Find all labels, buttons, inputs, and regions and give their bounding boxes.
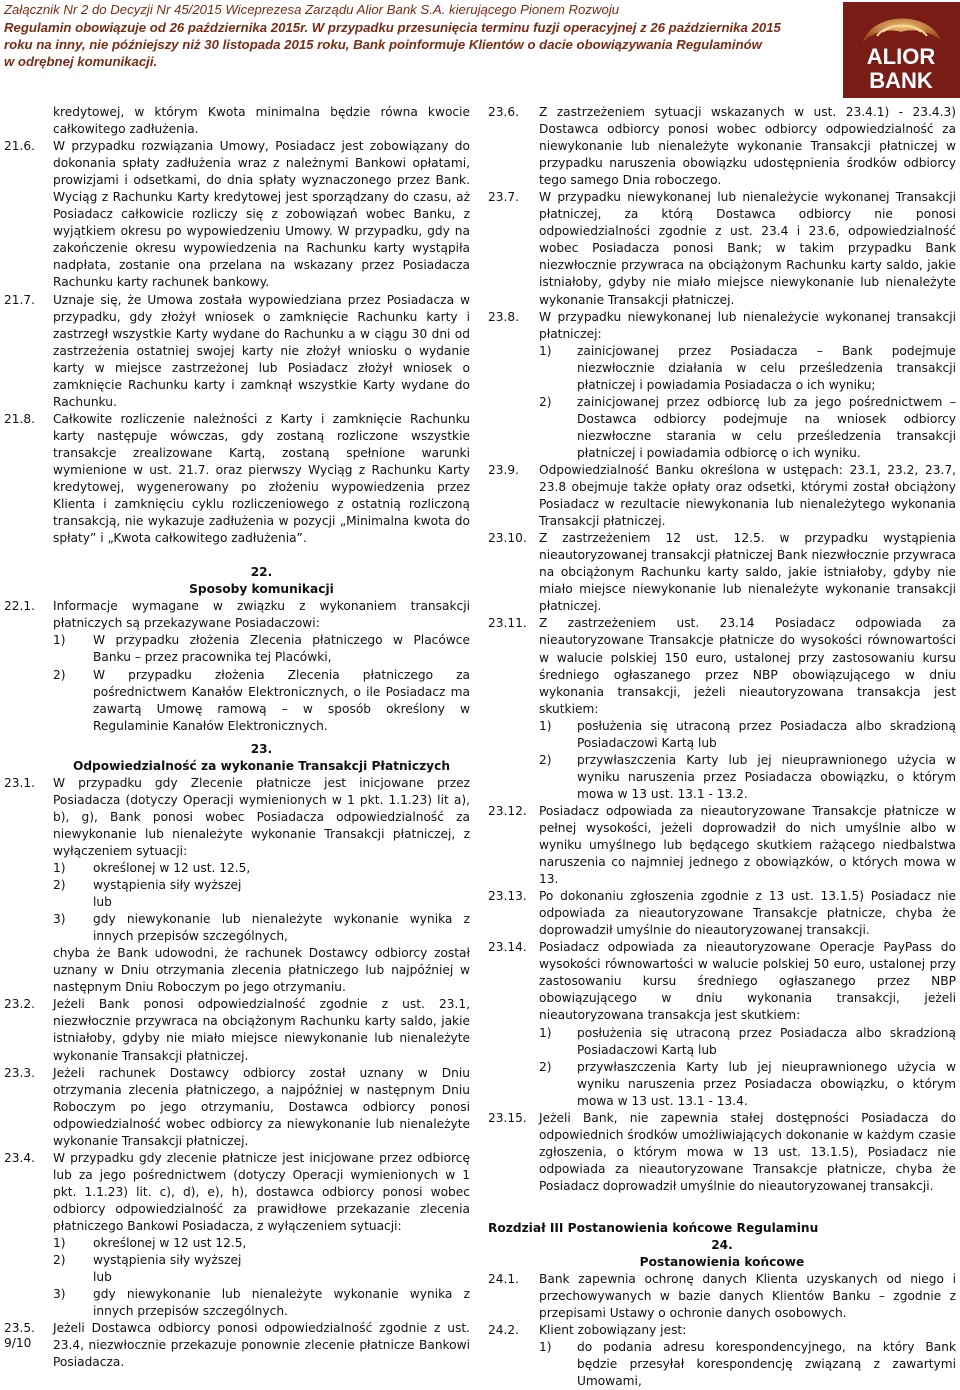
paragraph-number: 23.4. [4,1150,36,1165]
paragraph-23-14: 23.14. Posiadacz odpowiada za nieautoryzowane Operacje PayPass do wysokości równowartości w walucie polskiej 50 euro, ustalonej przy zastosowaniu kursu średniego ogłaszanego przez NBP obowiązującego w dniu wykonania transakcji, jeżeli nieautoryzowana transakcja jest skutkiem: [488,940,956,1023]
paragraph-22-1: 22.1. Informacje wymagane w związku z wykonaniem transakcji płatniczych są przekazywane Posiadaczowi: [4,599,470,631]
paragraph-number: 23.14. [488,940,527,955]
paragraph-21-6: 21.6. W przypadku rozwiązania Umowy, Posiadacz jest zobowiązany do dokonania spłaty zadłużenia wraz z należnymi Bankowi opłatami, prowizjami i odsetkami, do dnia spłaty wyznaczonego przez Bank. Wyciąg z Rachunku Karty kredytowej jest sporządzany do czasu, aż Posiadacz całkowicie rozliczy się z zobowiązań wobec Banku, z wyjątkiem okresu po wypowiedzeniu Umowy. W przypadku, gdy na zakończenie okresu wypowiedzenia na Rachunku karty wystąpiła nadpłata, zostanie ona przelana na wskazany przez Posiadacza Rachunku karty rachunek bankowy. [4,139,470,290]
logo-word-alior: ALIOR [866,44,936,69]
paragraph-number: 21.7. [4,292,36,307]
paragraph-23-15: 23.15. Jeżeli Bank, nie zapewnia stałej dostępności Posiadacza do odpowiednich środków umożliwiających dokonanie w każdym czasie zgłoszenia, o którym mowa w 13 ust. 13.1.5), Posiadacz nie odpowiada za nieautoryzowane Transakcje płatnicze, chyba że Posiadacz doprowadził umyślnie do nieautoryzowanej transakcji. [488,1110,956,1193]
paragraph-number: 23.5. [4,1321,36,1336]
list-item: 2) przywłaszczenia Karty lub jej nieuprawnionego użycia w wyniku naruszenia przez Posiadacza obowiązku, o którym mowa w 13 ust. 13.1 - 13.2. [539,752,956,801]
paragraph-23-10: 23.10. Z zastrzeżeniem 12 ust. 12.5. w przypadku wystąpienia nieautoryzowanej transakcji płatniczej Bank niezwłocznie przywraca na obciążonym Rachunku karty saldo, jakie istniałoby, gdyby nie miało miejsce niewykonanie lub nienależyte wykonanie transakcji płatniczej. [488,531,956,614]
paragraph-number: 24.1. [488,1272,520,1287]
paragraph-23-7: 23.7. W przypadku niewykonanej lub nienależycie wykonanej Transakcji płatniczej, za którą Dostawca odbiorcy nie ponosi odpowiedzialności zgodnie z ust. 23.4 i 23.6, odpowiedzialność wobec Posiadacza ponosi Bank; w takim przypadku Bank niezwłocznie przywraca na obciążonym Rachunku karty saldo, jakie istniałoby, gdyby nie miało miejsce niewykonanie lub nienależyte wykonanie Transakcji płatniczej. [488,190,956,307]
paragraph-number: 23.1. [4,775,36,790]
section-title-22: Sposoby komunikacji [189,582,334,597]
paragraph-number: 22.1. [4,599,36,614]
paragraph-23-12: 23.12. Posiadacz odpowiada za nieautoryzowane Transakcje płatnicze w pełnej wysokości, jeżeli doprowadził do nich umyślnie albo w wyniku umyślnego lub będącego skutkiem rażącego niedbalstwa naruszenia co najmniej jednego z obowiązków, o których mowa w 13. [488,803,956,887]
paragraph-number: 23.12. [488,803,527,818]
paragraph-number: 24.2. [488,1323,520,1338]
list-item: 1) posłużenia się utraconą przez Posiadacza albo skradzioną Posiadaczowi Kartą lub [539,718,956,750]
paragraph-24-1: 24.1. Bank zapewnia ochronę danych Klienta uzyskanych od niego i przechowywanych w bazie danych Klientów Banku – zgodnie z przepisami Ustawy o ochronie danych osobowych. [488,1272,956,1321]
page-header [0,0,960,100]
paragraph-number: 23.2. [4,997,36,1012]
list-item: 2) zainicjowanej przez odbiorcę lub za jego pośrednictwem – Dostawca odbiorcy podejmuje na wniosek odbiorcy niezwłoczne starania w celu prześledzenia transakcji płatniczej i powiadamia odbiorcę o ich wyniku. [539,394,956,460]
paragraph-number: 23.6. [488,105,520,119]
section-number-24: 24. [711,1238,733,1253]
paragraph-23-2: 23.2. Jeżeli Bank ponosi odpowiedzialność zgodnie z ust. 23.1, niezwłocznie przywraca na obciążonym Rachunku karty saldo, jakie istniałoby, gdyby nie miało miejsce niewykonanie lub nienależyte wykonanie Transakcji płatniczej. [4,997,470,1063]
paragraph-number: 23.11. [488,616,527,631]
right-column [488,104,956,1390]
paragraph-number: 23.3. [4,1065,36,1080]
list-item: 1) zainicjowanej przez Posiadacza – Bank podejmuje niezwłocznie działania w celu prześledzenia transakcji płatniczej i powiadamia Posiadacza o ich wyniku; [539,343,956,392]
paragraph-continuation: chyba że Bank udowodni, że rachunek Dostawcy odbiorcy został uznany w Dniu otrzymania zlecenia płatniczego lub najpóźniej w następnym Dniu Roboczym po jego otrzymaniu. [53,946,470,995]
paragraph-23-5: 23.5. Jeżeli Dostawca odbiorcy ponosi odpowiedzialność zgodnie z ust. 23.4, niezwłocznie przekazuje ponownie zlecenie płatnicze Bankowi Posiadacza. [4,1321,470,1370]
paragraph-21-8: 21.8. Całkowite rozliczenie należności z Karty i zamknięcie Rachunku karty następuje wówczas, gdy zostaną rozliczone wszystkie transakcje zrealizowane Kartą, zostaną spełnione warunki wymienione w ust. 21.7. oraz pierwszy Wyciąg z Rachunku Karty kredytowej, wygenerowany po złożeniu wypowiedzenia przez Klienta i zamknięciu cyklu rozliczeniowego z ostatnią rozliczoną transakcją, nie wykazuje zadłużenia w pozycji „Minimalna kwota do spłaty” i „Kwota całkowitego zadłużenia”. [4,411,470,546]
paragraph-23-8: 23.8. W przypadku niewykonanej lub nienależycie wykonanej transakcji płatniczej: [488,309,956,341]
paragraph-21-7: 21.7. Uznaje się, że Umowa została wypowiedziana przez Posiadacza w przypadku, gdy złożył wniosek o zamknięcie Rachunku karty i zastrzegł wszystkie Karty wydane do Rachunku a w ciągu 30 dni od zastrzeżenia ostatniej swojej karty nie złożył wniosku o wydanie karty w miejsce zastrzeżonej lub Posiadacz złożył wniosek o zamknięcie Rachunku karty i zamknął wszystkie Karty wydane do Rachunku. [4,292,470,409]
paragraph-number: 23.9. [488,462,520,477]
header-validity-line-3: w odrębnej komunikacji. [4,54,158,69]
paragraph-23-9: 23.9. Odpowiedzialność Banku określona w ustępach: 23.1, 23.2, 23.7, 23.8 obejmuje także opłaty oraz odsetki, którymi został obciążony Posiadacz w rezultacie niewykonania lub nienależytego wykonania Transakcji płatniczej. [488,462,956,529]
list-item: 2) przywłaszczenia Karty lub jej nieuprawnionego użycia w wyniku naruszenia przez Posiadacza obowiązku, o którym mowa w 13 ust. 13.1 - 13.4. [539,1059,956,1108]
paragraph-number: 21.6. [4,139,36,154]
list-item: 2) wystąpienia siły wyższej [53,1253,242,1268]
left-column [4,104,470,1371]
list-connector: lub [93,1270,112,1285]
logo-word-bank: BANK [869,68,933,93]
page-number: 9/10 [4,1336,32,1350]
paragraph-number: 23.15. [488,1110,527,1125]
list-item: 3) gdy niewykonanie lub nienależyte wykonanie wynika z innych przepisów szczególnych, [53,912,470,944]
header-validity-line-2: roku na inny, nie późniejszy niż 30 listopada 2015 roku, Bank poinformuje Klientów o dacie obowiązywania Regulaminów [4,37,762,52]
paragraph-24-2: 24.2. Klient zobowiązany jest: [488,1322,956,1339]
paragraph-23-11: 23.11. Z zastrzeżeniem ust. 23.14 Posiadacz odpowiada za nieautoryzowane Transakcje płatnicze do wysokości równowartości w walucie polskiej 150 euro, ustalonej przy zastosowaniu kursu średniego ogłaszanego przez NBP obowiązującego w dniu wykonania transakcji, jeżeli nieautoryzowana transakcja jest skutkiem: [488,616,956,716]
list-item: 1) określonej w 12 ust. 12.5, [53,861,251,876]
paragraph-23-1: 23.1. W przypadku gdy Zlecenie płatnicze jest inicjowane przez Posiadacza (dotyczy Operacji wymienionych w 1 pkt. 1.1.23) lit a), b), g), Bank ponosi wobec Posiadacza odpowiedzialność za niewykonanie lub nienależyte wykonanie Transakcji płatniczej, z wyłączeniem sytuacji: [4,775,470,858]
paragraph-23-13: 23.13. Po dokonaniu zgłoszenia zgodnie z 13 ust. 13.1.5) Posiadacz nie odpowiada za nieautoryzowane Transakcje płatnicze, chyba że doprowadził umyślnie do nieautoryzowanej transakcji. [488,889,956,938]
header-validity-line: Regulamin obowiązuje od 26 października 2015r. W przypadku przesunięcia terminu fuzji operacyjnej z 26 października 2015 [4,20,781,35]
list-item: 3) gdy niewykonanie lub nienależyte wykonanie wynika z innych przepisów szczególnych. [53,1287,470,1319]
chapter-heading: Rozdział III Postanowienia końcowe Regulaminu [488,1221,819,1235]
section-number-22: 22. [250,565,273,580]
list-item: 1) określonej w 12 ust 12.5, [53,1236,247,1251]
paragraph-number: 21.8. [4,411,36,426]
section-title-24: Postanowienia końcowe [639,1255,805,1270]
list-connector: lub [93,895,112,910]
header-annex-line: Załącznik Nr 2 do Decyzji Nr 45/2015 Wiceprezesa Zarządu Alior Bank S.A. kierującego Pionem Rozwoju [4,2,620,17]
list-item: 1) W przypadku złożenia Zlecenia płatniczego w Placówce Banku – przez pracownika tej Placówki, [53,633,470,665]
paragraph-number: 23.8. [488,309,520,324]
section-title-23: Odpowiedzialność za wykonanie Transakcji Płatniczych [72,758,451,773]
paragraph-23-3: 23.3. Jeżeli rachunek Dostawcy odbiorcy został uznany w Dniu otrzymania zlecenia płatniczego, a najpóźniej w następnym Dniu Roboczym po jego otrzymaniu, Dostawca odbiorcy ponosi odpowiedzialność wobec odbiorcy za niewykonanie lub nienależyte wykonanie Transakcji płatniczej. [4,1065,470,1148]
paragraph-number: 23.7. [488,190,520,205]
paragraph: kredytowej, w którym Kwota minimalna będzie równa kwocie całkowitego zadłużenia. [53,105,470,137]
list-item: 2) wystąpienia siły wyższej [53,878,242,893]
paragraph-23-4: 23.4. W przypadku gdy zlecenie płatnicze jest inicjowane przez odbiorcę lub za jego pośrednictwem (dotyczy Operacji wymienionych w 1 pkt. 1.1.23) lit. c), d), e), h), dostawca odbiorcy ponosi wobec odbiorcy odpowiedzialność za prawidłowe przekazanie zlecenia płatniczego Bankowi Posiadacza, z wyłączeniem sytuacji: [4,1150,470,1233]
paragraph-number: 23.10. [488,531,527,546]
list-item: 1) posłużenia się utraconą przez Posiadacza albo skradzioną Posiadaczowi Kartą lub [539,1025,956,1057]
section-number-23: 23. [250,741,273,756]
alior-bank-logo [843,2,960,98]
paragraph-23-6: 23.6. Z zastrzeżeniem sytuacji wskazanych w ust. 23.4.1) - 23.4.3) Dostawca odbiorcy ponosi wobec odbiorcy odpowiedzialność za niewykonanie lub nienależyte wykonanie Transakcji płatniczej w przypadku naruszenia obowiązku udostępnienia środków odbiorcy tego samego Dnia roboczego. [488,105,956,188]
list-item: 1) do podania adresu korespondencyjnego, na który Bank będzie przesyłał korespondencję związaną z zawartymi Umowami, [539,1340,956,1389]
list-item: 2) W przypadku złożenia Zlecenia płatniczego za pośrednictwem Kanałów Elektronicznych, o ile Posiadacz ma zawartą Umowę ramową – w sposób określony w Regulaminie Kanałów Elektronicznych. [53,667,470,733]
paragraph-number: 23.13. [488,889,527,904]
